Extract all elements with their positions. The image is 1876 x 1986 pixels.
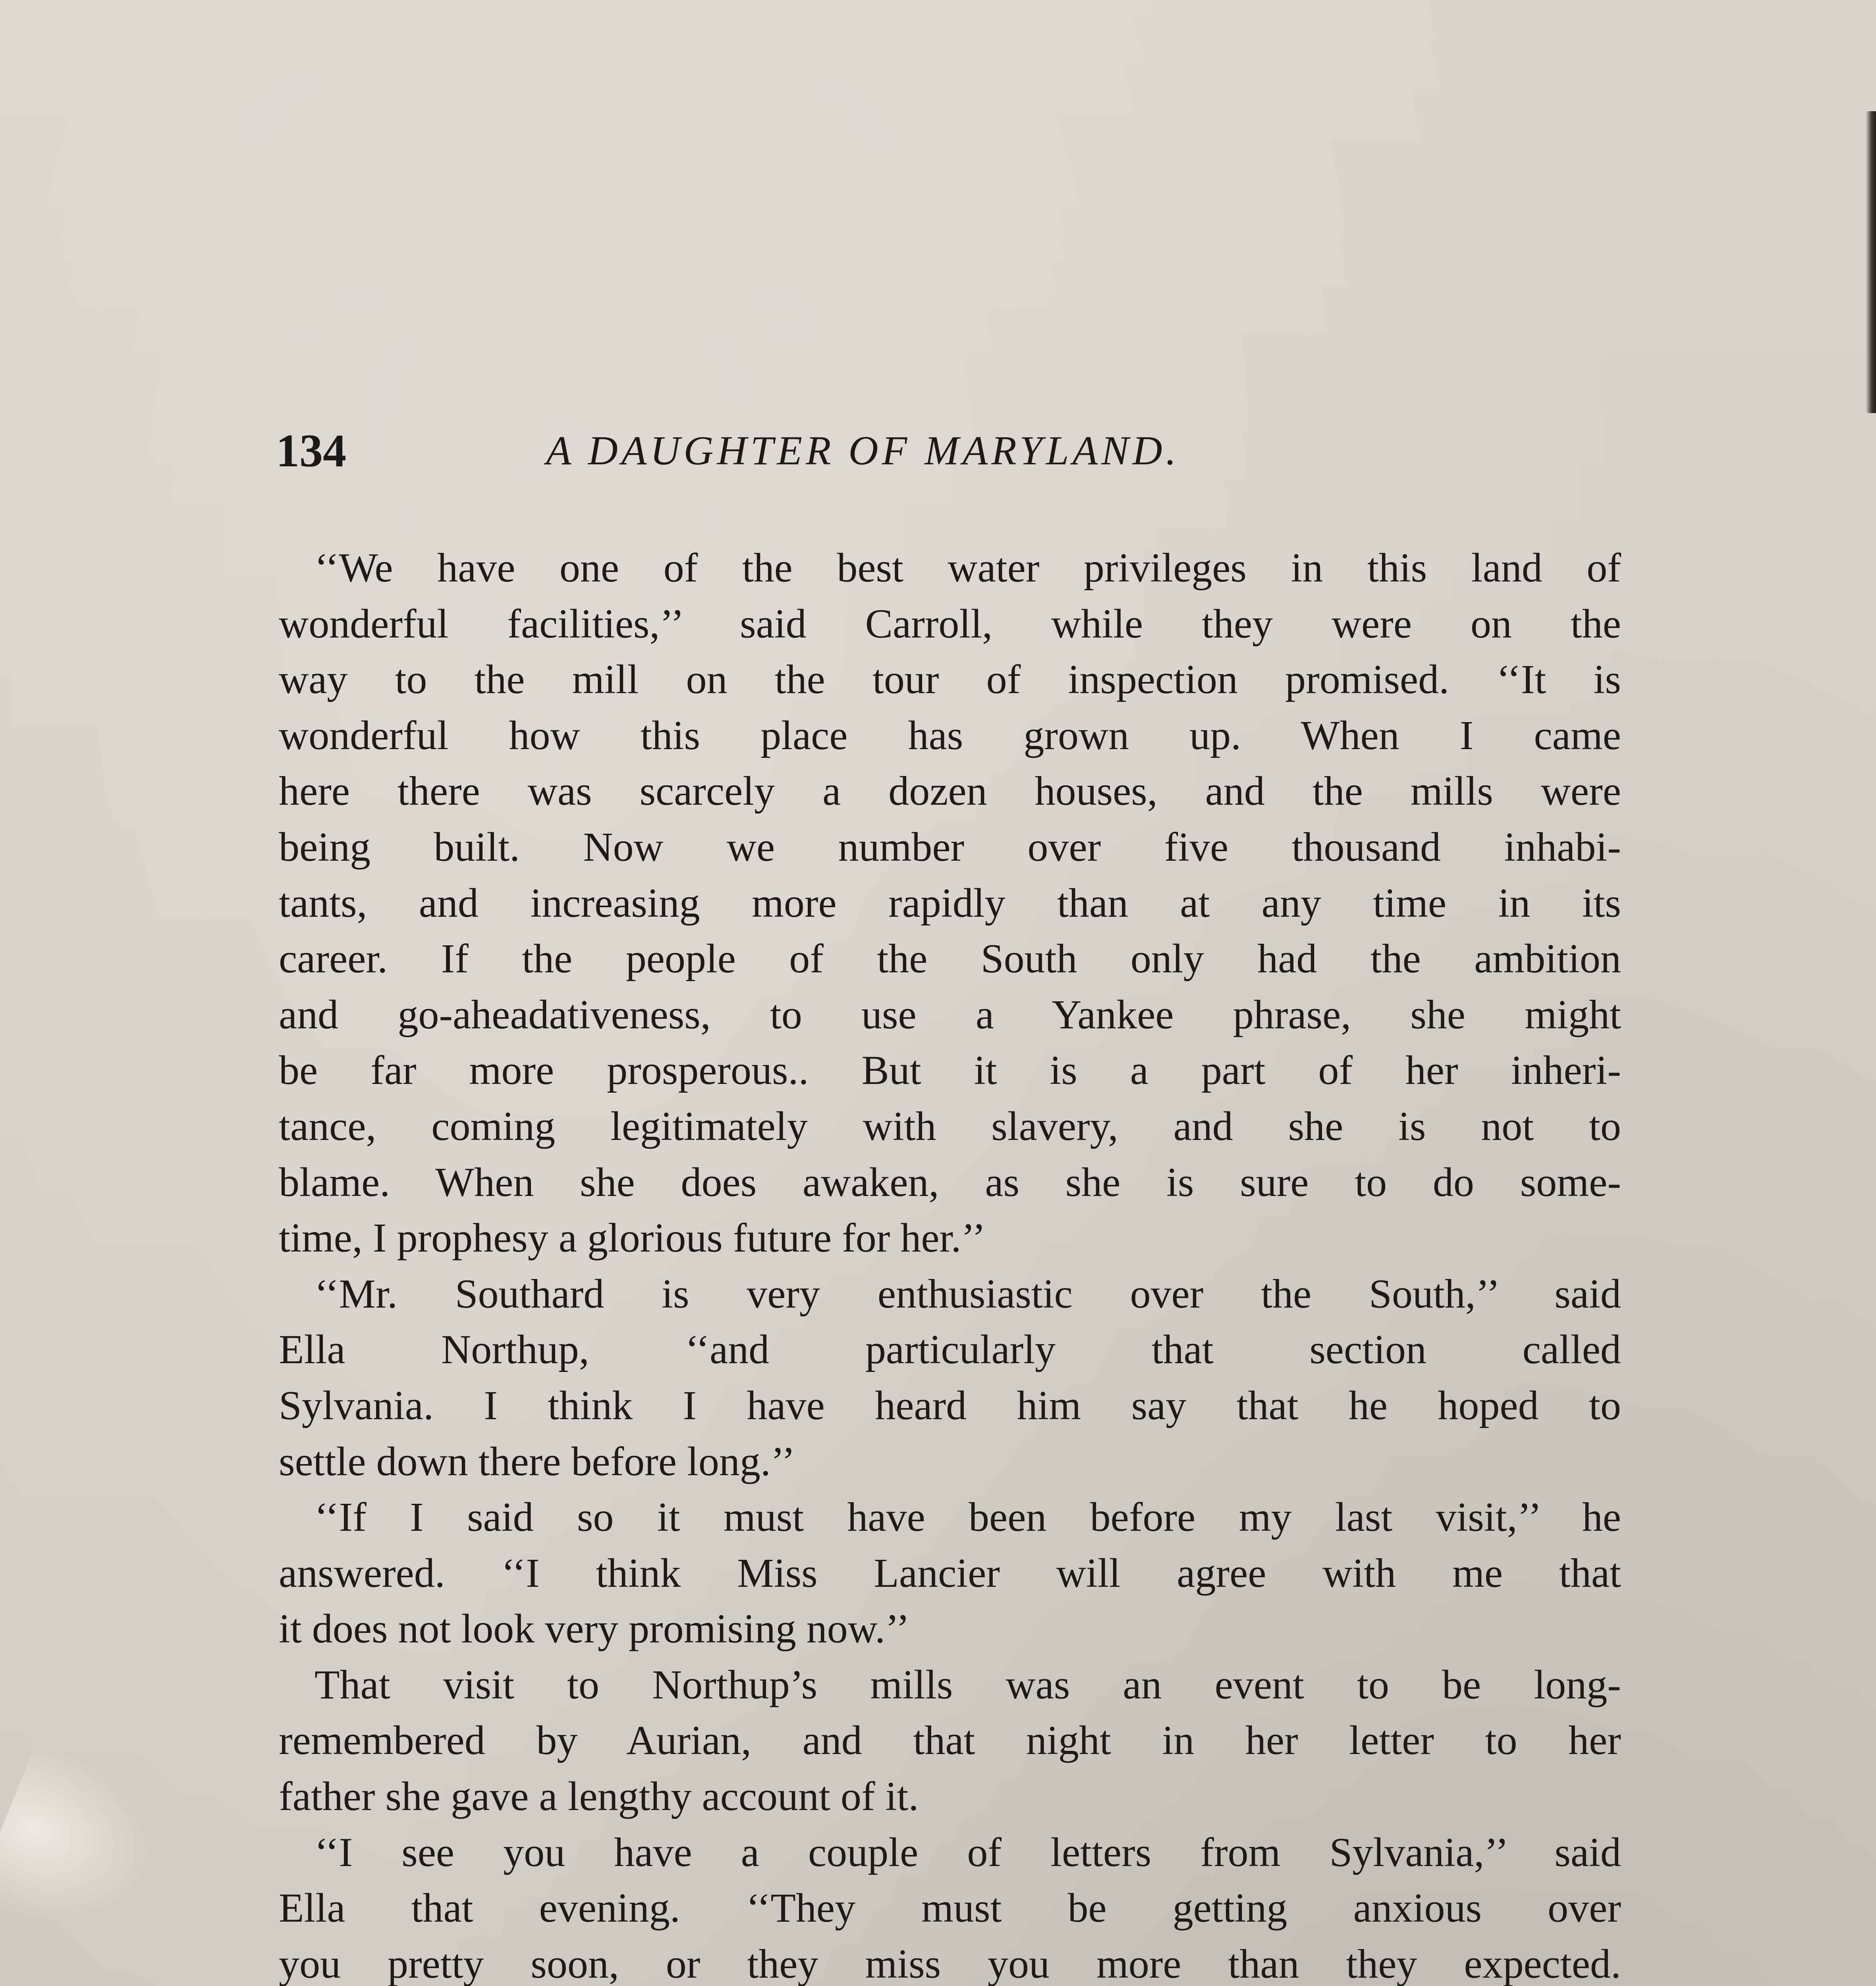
text-line: being built. Now we number over five thousand inhabi- bbox=[279, 824, 1621, 870]
text-line: tants, and increasing more rapidly than at any time in its bbox=[279, 880, 1621, 926]
paper-scuff bbox=[0, 1741, 177, 1953]
text-line: Ella that evening. ‘‘They must be getting anxious over bbox=[279, 1885, 1621, 1931]
text-line: ‘‘Mr. Southard is very enthusiastic over the South,’’ said bbox=[315, 1271, 1621, 1317]
text-line: wonderful how this place has grown up. When I came bbox=[279, 712, 1621, 758]
page-edge-shadow bbox=[1866, 111, 1876, 413]
text-line: Ella Northup, ‘‘and particularly that section called bbox=[279, 1327, 1621, 1373]
text-line: blame. When she does awaken, as she is sure to do some- bbox=[279, 1159, 1621, 1205]
text-line: it does not look very promising now.’’ bbox=[279, 1606, 910, 1652]
text-line: remembered by Aurian, and that night in her letter to her bbox=[279, 1717, 1621, 1764]
text-line: career. If the people of the South only had the ambition bbox=[279, 936, 1621, 982]
text-line: ‘‘I see you have a couple of letters from Sylvania,’’ said bbox=[315, 1829, 1621, 1875]
text-line: time, I prophesy a glorious future for her.’’ bbox=[279, 1215, 986, 1261]
running-head bbox=[276, 423, 1620, 479]
text-line: settle down there before long.’’ bbox=[279, 1438, 795, 1484]
text-line: here there was scarcely a dozen houses, and the mills were bbox=[279, 768, 1621, 814]
text-line: and go-aheadativeness, to use a Yankee phrase, she might bbox=[279, 991, 1621, 1037]
text-line: way to the mill on the tour of inspection promised. ‘‘It is bbox=[279, 657, 1621, 703]
text-line: wonderful facilities,’’ said Carroll, while they were on the bbox=[279, 601, 1621, 647]
body-text bbox=[279, 540, 1621, 1986]
text-line: That visit to Northup’s mills was an event to be long- bbox=[315, 1661, 1621, 1708]
text-line: answered. ‘‘I think Miss Lancier will agree with me that bbox=[279, 1550, 1621, 1596]
page-number: 134 bbox=[276, 425, 346, 477]
text-line: father she gave a lengthy account of it. bbox=[279, 1773, 919, 1820]
text-line: ‘‘If I said so it must have been before my last visit,’’ he bbox=[315, 1494, 1621, 1540]
text-line: be far more prosperous.. But it is a part of her inheri- bbox=[279, 1047, 1621, 1093]
text-line: you pretty soon, or they miss you more than they expected. bbox=[279, 1941, 1621, 1986]
text-line: Sylvania. I think I have heard him say that he hoped to bbox=[279, 1382, 1621, 1428]
text-line: ‘‘We have one of the best water privileges in this land of bbox=[315, 545, 1621, 591]
text-line: tance, coming legitimately with slavery, and she is not to bbox=[279, 1103, 1621, 1149]
book-title: A DAUGHTER OF MARYLAND. bbox=[546, 428, 1180, 473]
